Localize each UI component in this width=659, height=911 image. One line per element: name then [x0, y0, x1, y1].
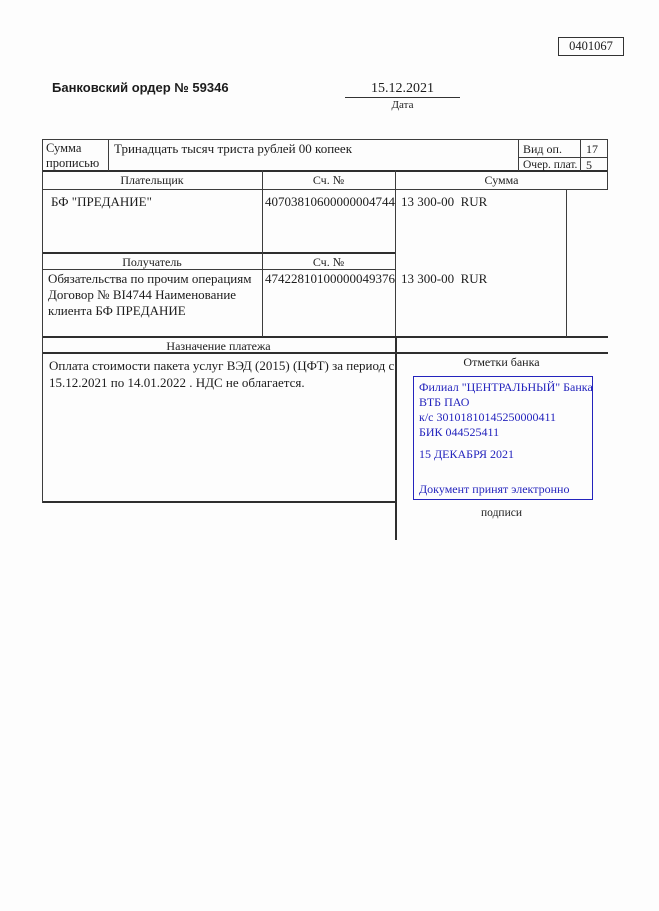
date-value: 15.12.2021 — [371, 81, 434, 96]
table-line — [566, 189, 567, 337]
purpose-header: Назначение платежа — [166, 339, 271, 353]
payer-amount: 13 300-00 RUR — [401, 194, 488, 209]
form-code-box — [558, 37, 624, 56]
vid-op-value: 17 — [586, 142, 598, 156]
table-line — [42, 252, 396, 254]
payee-name: Обязательства по прочим операциям Договор № BI4744 Наименование клиента БФ ПРЕДАНИЕ — [48, 271, 252, 318]
stamp-date: 15 ДЕКАБРЯ 2021 — [419, 447, 514, 461]
document-title: Банковский ордер № 59346 — [52, 80, 229, 95]
date-underline — [345, 97, 460, 98]
table-line — [395, 170, 396, 336]
bank-marks-label: Отметки банка — [463, 355, 540, 369]
stamp-bik: БИК 044525411 — [419, 425, 500, 439]
table-line — [580, 139, 581, 171]
table-line — [42, 336, 608, 338]
payer-name: БФ "ПРЕДАНИЕ" — [51, 194, 152, 209]
signatures-label: подписи — [481, 507, 522, 519]
payee-header: Получатель — [122, 255, 182, 269]
table-line — [108, 139, 109, 171]
payer-account: 40703810600000004744 — [265, 194, 395, 209]
stamp-bank-name-line2: ВТБ ПАО — [419, 395, 470, 409]
stamp-footer: Документ принят электронно — [419, 482, 570, 496]
amount-column-header: Сумма — [484, 173, 519, 187]
table-line — [518, 139, 519, 171]
date-label: Дата — [391, 99, 414, 111]
payer-header: Плательщик — [120, 173, 184, 187]
table-line — [42, 269, 396, 270]
form-code: 0401067 — [569, 39, 613, 53]
stamp-corr-account: к/с 30101810145250000411 — [419, 410, 557, 424]
payee-account: 47422810100000049376 — [265, 271, 395, 286]
table-line — [42, 139, 608, 140]
table-line — [42, 189, 608, 190]
payee-account-header: Сч. № — [312, 255, 345, 269]
payer-account-header: Сч. № — [312, 173, 345, 187]
payee-amount: 13 300-00 RUR — [401, 271, 488, 286]
table-line — [42, 501, 397, 503]
ocher-plat-value: 5 — [586, 158, 592, 172]
vid-op-label: Вид оп. — [523, 142, 562, 156]
bank-stamp — [413, 376, 593, 500]
stamp-bank-name-line1: Филиал "ЦЕНТРАЛЬНЫЙ" Банка — [419, 380, 593, 394]
purpose-text: Оплата стоимости пакета услуг ВЭД (2015) (ЦФТ) за период с 15.12.2021 по 14.01.2022 . НДС не облагается. — [49, 358, 395, 390]
table-line — [262, 170, 263, 337]
date-block — [345, 81, 460, 112]
amount-words-label: Сумма прописью — [46, 141, 100, 170]
table-line — [42, 139, 43, 503]
ocher-plat-label: Очер. плат. — [523, 159, 578, 171]
amount-words-text: Тринадцать тысяч триста рублей 00 копеек — [114, 141, 353, 156]
